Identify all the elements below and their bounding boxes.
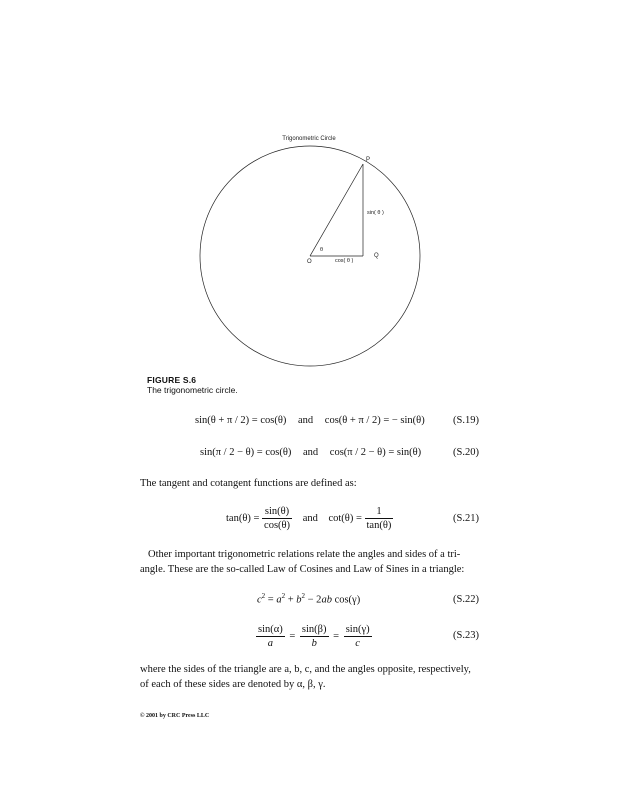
eq-s19-right: cos(θ + π / 2) = − sin(θ) — [324, 415, 425, 426]
label-theta: θ — [320, 247, 324, 253]
equation-number-s20: (S.20) — [453, 447, 479, 458]
label-point-p: P — [366, 157, 371, 163]
eq-s23-d1: a — [267, 638, 273, 649]
equation-number-s21: (S.21) — [453, 513, 479, 524]
eq-s22-a: a — [276, 594, 282, 606]
copyright-footer: © 2001 by CRC Press LLC — [140, 713, 210, 719]
eq-s19-and: and — [297, 415, 314, 426]
eq-s22-c-exp: 2 — [261, 592, 266, 600]
eq-s22-b: b — [296, 594, 302, 606]
eq-s22-c: c — [257, 594, 262, 606]
label-cos: cos( θ ) — [335, 258, 354, 264]
equation-s19 — [195, 415, 425, 426]
equation-s20 — [200, 447, 421, 458]
eq-s22-cos: cos(γ) — [331, 594, 361, 606]
eq-s23-n2: sin(β) — [301, 624, 327, 635]
label-point-q: Q — [374, 253, 379, 259]
eq-s22-eq: = — [265, 594, 277, 606]
eq-s21-cot-fraction — [365, 505, 394, 532]
figure-title: Trigonometric Circle — [282, 136, 336, 142]
eq-s20-and: and — [302, 447, 319, 458]
eq-s23-d2: b — [311, 638, 317, 649]
trig-circle-figure — [0, 0, 618, 380]
eq-s21-tan-den: cos(θ) — [264, 520, 291, 531]
equation-s21 — [226, 505, 393, 532]
eq-s20-right: cos(π / 2 − θ) = sin(θ) — [329, 447, 422, 458]
eq-s22-b-exp: 2 — [301, 592, 306, 600]
equation-number-s23: (S.23) — [453, 630, 479, 641]
eq-s19-left: sin(θ + π / 2) = cos(θ) — [195, 415, 287, 426]
eq-s22-plus: + — [285, 594, 297, 606]
equation-number-s22: (S.22) — [453, 594, 479, 605]
eq-s22-minus: − 2 — [305, 594, 322, 606]
label-point-o: O — [307, 259, 312, 265]
paragraph-other-relations — [140, 547, 480, 577]
eq-s21-cot-den: tan(θ) — [366, 520, 392, 531]
paragraph-other-line2: angle. These are the so-called Law of Cosines and Law of Sines in a triangle: — [140, 564, 465, 575]
eq-s23-n1: sin(α) — [258, 624, 283, 635]
eq-s21-tan-num: sin(θ) — [262, 505, 292, 519]
eq-s22-a-exp: 2 — [281, 592, 286, 600]
radius-line-op — [310, 164, 363, 256]
paragraph-where-line1: where the sides of the triangle are a, b, c, and the angles opposite, respectively, — [140, 664, 471, 675]
figure-caption-label: FIGURE S.6 — [147, 375, 197, 385]
eq-s23-eq1: = — [289, 630, 296, 642]
equation-s23 — [256, 623, 372, 650]
eq-s23-frac1 — [256, 623, 285, 650]
label-sin: sin( θ ) — [367, 210, 384, 216]
eq-s22-ab: ab — [321, 594, 332, 606]
equation-number-s19: (S.19) — [453, 415, 479, 426]
eq-s23-frac2 — [300, 623, 329, 650]
eq-s20-left: sin(π / 2 − θ) = cos(θ) — [200, 447, 292, 458]
eq-s21-tan-fraction — [262, 505, 292, 532]
figure-caption-text: The trigonometric circle. — [147, 385, 238, 395]
eq-s23-n3: sin(γ) — [345, 624, 370, 635]
paragraph-tangent-intro: The tangent and cotangent functions are defined as: — [140, 478, 357, 489]
eq-s21-tan-lhs: tan(θ) = — [226, 512, 260, 524]
eq-s21-cot-lhs: cot(θ) = — [328, 512, 362, 524]
eq-s21-and: and — [302, 512, 318, 524]
eq-s23-eq2: = — [333, 630, 340, 642]
paragraph-where — [140, 662, 485, 692]
eq-s23-d3: c — [355, 638, 360, 649]
paragraph-where-line2: of each of these sides are denoted by α, β, γ. — [140, 679, 326, 690]
equation-s22 — [257, 592, 360, 606]
eq-s21-cot-num: 1 — [365, 505, 394, 519]
eq-s23-frac3 — [344, 623, 372, 650]
paragraph-other-line1: Other important trigonometric relations relate the angles and sides of a tri- — [148, 549, 461, 560]
